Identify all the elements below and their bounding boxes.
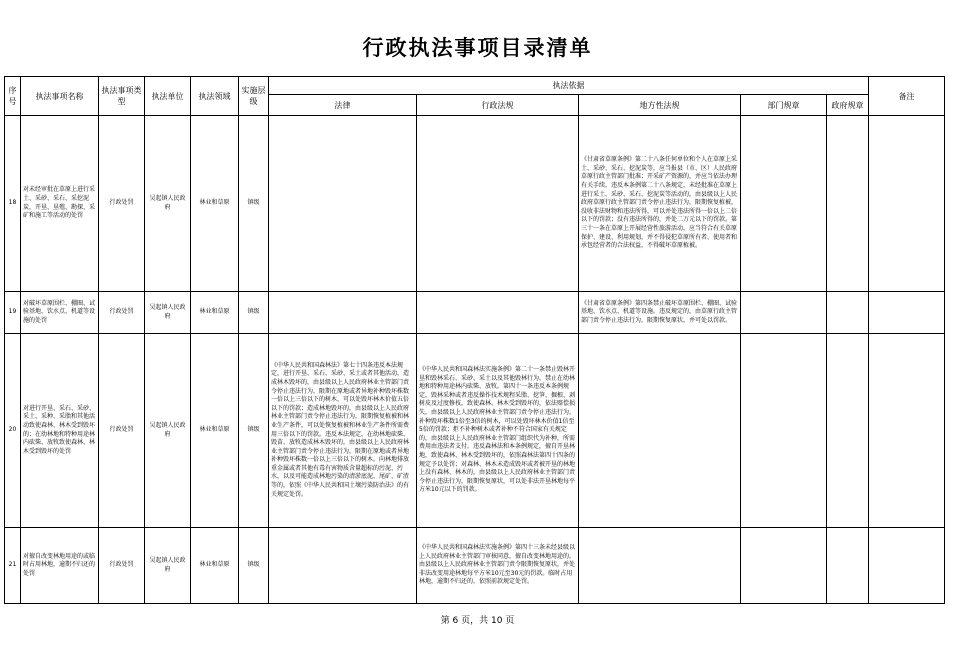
cell-name: 对擅自改变林地用途的或临时占用林地，逾期不归还的处罚 — [21, 528, 99, 604]
cell-field: 林业和草原 — [191, 528, 239, 604]
header-level: 实施层级 — [239, 77, 269, 116]
cell-law — [269, 528, 417, 604]
cell-dept-rule — [741, 116, 827, 292]
header-law: 法律 — [269, 95, 417, 116]
cell-name: 对破坏草原围栏、棚圈、试验基地、饮水点、机道等设施的处罚 — [21, 292, 99, 334]
cell-type: 行政处罚 — [99, 292, 145, 334]
cell-field: 林业和草原 — [191, 116, 239, 292]
cell-type: 行政处罚 — [99, 528, 145, 604]
cell-law — [269, 116, 417, 292]
cell-field: 林业和草原 — [191, 292, 239, 334]
cell-dept-rule — [741, 528, 827, 604]
cell-local-reg: 《甘肃省草原条例》第二十八条任何单位和个人在草原上采土、采砂、采石、挖泥炭等，应当报县（市、区）人民政府草原行政主管部门批准；开采矿产资源的，并应当依法办理有关手续。违反本条例第二十八条规定，未经批准在草原上进行采土、采砂、采石、挖泥炭等活动的，由县级以上人民政府草原行政主管部门责令停止违法行为，限期恢复植被，没收非法财物和违法所得，可以并处违法所得一倍以上二倍以下的罚款；没有违法所得的，并处二万元以下的罚款。第三十一条在草原上开展经营性旅游活动，应当符合有关草原保护、建设、利用规划，并不得侵犯草原所有者、使用者和承包经营者的合法权益，不得破坏草原植被。 — [579, 116, 741, 292]
cell-gov-rule — [827, 528, 869, 604]
cell-gov-rule — [827, 334, 869, 528]
cell-admin-reg — [417, 292, 579, 334]
cell-name: 对进行开垦、采石、采砂、采土、采种、采脂和其他活动致使森林、林木受到毁坏的；在幼林地和特种用途林内砍柴、放牧致使森林、林木受到毁坏的处罚 — [21, 334, 99, 528]
header-remark: 备注 — [869, 77, 945, 116]
cell-level: 镇级 — [239, 528, 269, 604]
cell-seq: 20 — [5, 334, 21, 528]
header-basis: 执法依据 — [269, 77, 869, 95]
enforcement-table — [4, 76, 945, 604]
cell-law: 《中华人民共和国森林法》第七十四条违反本法规定，进行开垦、采石、采砂、采土或者其他活动，造成林木毁坏的，由县级以上人民政府林业主管部门责令停止违法行为，限期在原地或者异地补种毁坏株数一倍以上三倍以下的树木，可以处毁坏林木价值五倍以下的罚款；造成林地毁坏的，由县级以上人民政府林业主管部门责令停止违法行为，限期恢复植被和林业生产条件，可以处恢复植被和林业生产条件所需费用三倍以下的罚款。违反本法规定，在幼林地砍柴、毁苗、放牧造成林木毁坏的，由县级以上人民政府林业主管部门责令停止违法行为，限期在原地或者异地补种毁坏株数一倍以上三倍以下的树木。向林地排放重金属或者其他有毒有害物质含量超标的污泥、污水，以及可能造成林地污染的清淤底泥、尾矿、矿渣等的，依照《中华人民共和国土壤污染防治法》的有关规定处罚。 — [269, 334, 417, 528]
page-title: 行政执法事项目录清单 — [362, 35, 593, 60]
cell-dept-rule — [741, 334, 827, 528]
cell-remark — [869, 334, 945, 528]
cell-field: 林业和草原 — [191, 334, 239, 528]
header-seq: 序号 — [5, 77, 21, 116]
cell-admin-reg: 《中华人民共和国森林法实施条例》第二十一条禁止毁林开垦和毁林采石、采砂、采土以及其他毁林行为。禁止在幼林地和特种用途林内砍柴、放牧。第四十一条违反本条例规定，毁林采种或者违反操作技术规程采脂、挖笋、掘根、剥树皮及过度修枝，致使森林、林木受到毁坏的，依法赔偿损失，由县级以上人民政府林业主管部门责令停止违法行为，补种毁坏株数1倍至3倍的树木，可以处毁坏林木价值1倍至5倍的罚款；拒不补种树木或者补种不符合国家有关规定的，由县级以上人民政府林业主管部门组织代为补种，所需费用由违法者支付。违反森林法和本条例规定，擅自开垦林地，致使森林、林木受到毁坏的，依照森林法第四十四条的规定予以处罚；对森林、林木未造成毁坏或者被开垦的林地上没有森林、林木的，由县级以上人民政府林业主管部门责令停止违法行为，限期恢复原状，可以处非法开垦林地每平方米10元以下的罚款。 — [417, 334, 579, 528]
cell-remark — [869, 116, 945, 292]
cell-remark — [869, 528, 945, 604]
cell-type: 行政处罚 — [99, 116, 145, 292]
cell-level: 镇级 — [239, 292, 269, 334]
cell-admin-reg: 《中华人民共和国森林法实施条例》第四十三条未经县级以上人民政府林业主管部门审核同意，擅自改变林地用途的，由县级以上人民政府林业主管部门责令限期恢复原状，并处非法改变用途林地每平方米10元至30元的罚款。临时占用林地，逾期不归还的，依照前款规定处罚。 — [417, 528, 579, 604]
cell-level: 镇级 — [239, 116, 269, 292]
cell-admin-reg — [417, 116, 579, 292]
cell-unit: 吴起镇人民政府 — [145, 528, 191, 604]
cell-law — [269, 292, 417, 334]
cell-gov-rule — [827, 116, 869, 292]
cell-seq: 21 — [5, 528, 21, 604]
header-unit: 执法单位 — [145, 77, 191, 116]
table-row — [5, 528, 945, 604]
cell-unit: 吴起镇人民政府 — [145, 334, 191, 528]
cell-unit: 吴起镇人民政府 — [145, 116, 191, 292]
cell-level: 镇级 — [239, 334, 269, 528]
header-type: 执法事项类型 — [99, 77, 145, 116]
cell-local-reg — [579, 528, 741, 604]
table-row — [5, 334, 945, 528]
table-row — [5, 116, 945, 292]
header-gov-rule: 政府规章 — [827, 95, 869, 116]
header-field: 执法领域 — [191, 77, 239, 116]
page-number: 第 6 页，共 10 页 — [440, 616, 515, 626]
header-local-reg: 地方性法规 — [579, 95, 741, 116]
cell-dept-rule — [741, 292, 827, 334]
cell-seq: 18 — [5, 116, 21, 292]
cell-local-reg — [579, 334, 741, 528]
cell-seq: 19 — [5, 292, 21, 334]
cell-unit: 吴起镇人民政府 — [145, 292, 191, 334]
cell-type: 行政处罚 — [99, 334, 145, 528]
header-name: 执法事项名称 — [21, 77, 99, 116]
cell-local-reg: 《甘肃省草原条例》第四条禁止破坏草原围栏、棚圈、试验基地、饮水点、机道等设施。违反规定的，由草原行政主管部门责令停止违法行为，限期恢复原状，并可处以罚款。 — [579, 292, 741, 334]
cell-name: 对未经审批在草原上进行采土、采砂、采石、采挖泥炭，开垦、垦殖、勘探、采矿和施工等活动的处罚 — [21, 116, 99, 292]
cell-remark — [869, 292, 945, 334]
cell-gov-rule — [827, 292, 869, 334]
header-admin-reg: 行政法规 — [417, 95, 579, 116]
header-dept-rule: 部门规章 — [741, 95, 827, 116]
table-row — [5, 292, 945, 334]
